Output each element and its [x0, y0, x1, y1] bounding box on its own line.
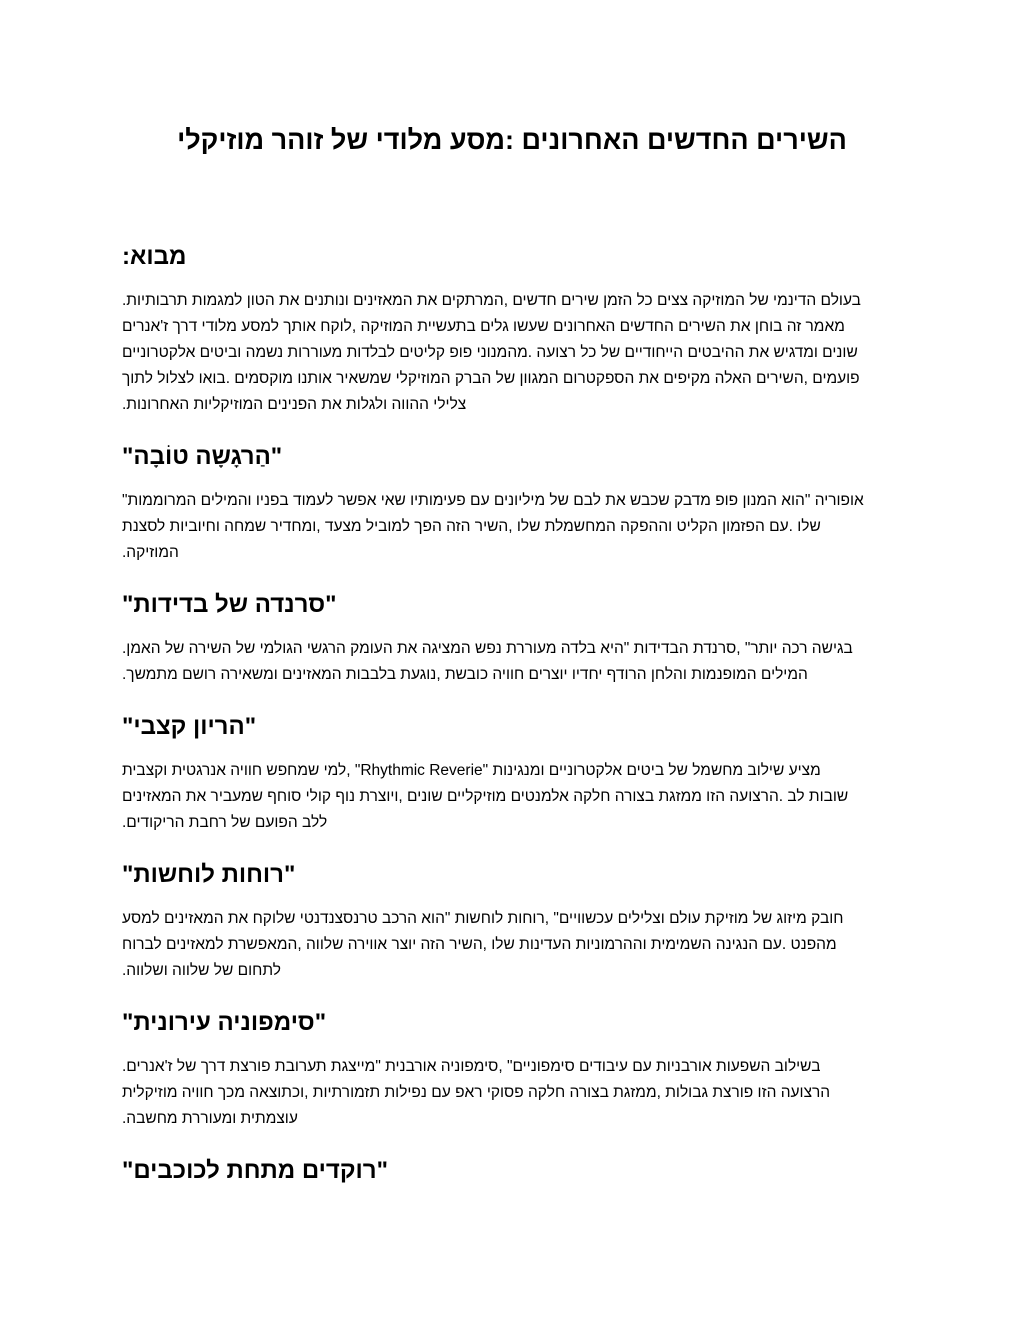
text-line: הרצועה הזו פורצת גבולות ,ממזגת בצורה חלקה פסוקי ראפ עם נפילות תזמורתיות ,וכתוצאה מכך חוויה מוזיקלית: [122, 1084, 831, 1101]
section-heading: "סרנדה של בדידות": [122, 591, 337, 618]
section-heading: "רוקדים מתחת לכוכבים": [122, 1157, 389, 1184]
section-body: [122, 1054, 902, 1132]
text-line: המוזיקה.: [122, 544, 179, 561]
section-body: [122, 288, 902, 418]
text-line: מציע שילוב מחשמל של ביטים אלקטרוניים ומנגינות "Rhythmic Reverie" ,למי שמחפש חוויה אנרגטית וקצבית: [122, 762, 821, 779]
text-line: אופוריה "הוא המנון פופ מדבק שכבש את לבם של מיליונים עם פעימותיו שאי אפשר לעמוד בפניו והמילים המרוממות": [122, 492, 864, 509]
text-line: צלילי ההווה ולגלות את הפנינים המוזיקליות האחרונות.: [122, 396, 467, 413]
section-body: [122, 488, 902, 566]
text-line: שלו .עם הפזמון הקליט וההפקה המחשמלת שלו ,השיר הזה הפך למוביל מצעד ,ומחדיר שמחה וחיוביות לסצנת: [122, 518, 821, 535]
section-urban-symphony: [122, 1006, 902, 1132]
section-dancing-under-stars: [122, 1154, 902, 1188]
text-line: חובק מיזוג של מוזיקת עולם וצלילים עכשוויים" ,רוחות לוחשות "הוא הרכב טרנסצנדנטי שלוקח את המאזינים למסע: [122, 910, 844, 927]
text-line: שובות לב .הרצועה הזו ממזגת בצורה חלקה אלמנטים מוזיקליים שונים ,ויוצרת נוף קולי סוחף שמעביר את המאזינים: [122, 788, 849, 805]
section-intro: [122, 240, 902, 418]
section-heading: "הריון קצבי": [122, 713, 257, 740]
section-rhythmic-reverie: [122, 710, 902, 836]
text-line: לתחום של שלווה ושלווה.: [122, 962, 281, 979]
text-line: המילים המופנמות והלחן הרודף יחדיו יוצרים חוויה כובשת ,נוגעת בלבבות המאזינים ומשאירה רושם מתמשך.: [122, 666, 808, 683]
section-heading: "סימפוניה עירונית": [122, 1009, 327, 1036]
section-whispering-winds: [122, 858, 902, 984]
text-line: מאמר זה בוחן את השירים החדשים האחרונים שעשו גלים בתעשיית המוזיקה ,לוקח אותך למסע מלודי דרך ז'אנרים: [122, 318, 845, 335]
text-line: בשילוב השפעות אורבניות עם עיבודים סימפוניים" ,סימפוניה אורבנית "מייצגת תערובת פורצת דרך של ז'אנרים.: [122, 1058, 821, 1075]
section-heading: "הַרגָשָה טוֹבָה": [122, 443, 283, 470]
section-good-feeling: [122, 440, 902, 566]
section-heading: מבוא:: [122, 243, 187, 270]
text-line: בגישה רכה יותר" ,סרנדת הבדידות "היא בלדה מעוררת נפש המציגה את העומק הרגשי הגולמי של השירה של האמן.: [122, 640, 853, 657]
page-title: השירים החדשים האחרונים :מסע מלודי של זוהר מוזיקלי: [177, 125, 847, 155]
text-line: בעולם הדינמי של המוזיקה צצים כל הזמן שירים חדשים ,המרתקים את המאזינים ונותנים את הטון למגמות תרבותיות.: [122, 292, 861, 309]
section-body: [122, 636, 902, 688]
section-serenade-of-solitude: [122, 588, 902, 688]
section-body: [122, 758, 902, 836]
text-line: עוצמתית ומעוררת מחשבה.: [122, 1110, 298, 1127]
text-line: שונים ומדגיש את ההיבטים הייחודיים של כל רצועה .מהמנוני פופ קליטים לבלדות מעוררות נשמה וביטים אלקטרוניים: [122, 344, 858, 361]
text-line: ללב הפועם של רחבת הריקודים.: [122, 814, 328, 831]
section-body: [122, 906, 902, 984]
section-heading: "רוחות לוחשות": [122, 861, 296, 888]
text-line: מהפנט .עם הנגינה השמימית וההרמוניות העדינות שלו ,השיר הזה יוצר אווירה שלווה ,המאפשרת למאזינים לברוח: [122, 936, 837, 953]
text-line: פועמים ,השירים האלה מקיפים את הספקטרום המגוון של הברק המוזיקלי שמשאיר אותנו מוקסמים .בואו לצלול לתוך: [122, 370, 860, 387]
document-content: [122, 240, 902, 1188]
